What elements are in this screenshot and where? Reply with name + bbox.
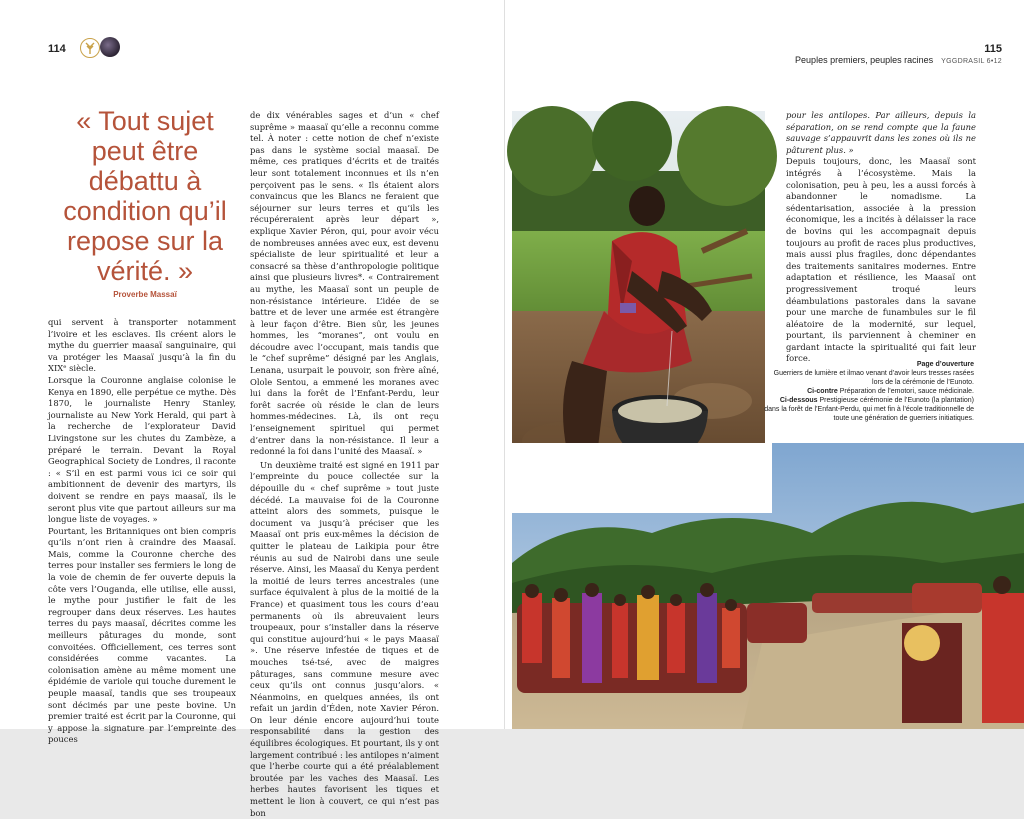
caption-heading: Page d’ouverture	[916, 361, 974, 368]
author-avatar	[100, 37, 120, 57]
page-number-left: 114	[48, 43, 66, 55]
left-page	[0, 0, 505, 818]
caption-heading: Ci-contre	[807, 388, 838, 395]
pull-quote: « Tout sujet peut être débattu à condition qu’il repose sur la vérité. »	[63, 106, 227, 286]
paragraph: pour les antilopes. Par ailleurs, depuis la séparation, on se rend compte que la faune sauvage s’appauvrit dans les zones où ils ne pâturent plus. »	[786, 110, 976, 155]
paragraph: Pourtant, les Britanniques ont bien compris qu’ils n’ont rien à craindre des Maasaï. Mais, comme la Couronne cherche des terres pour installer ses fermiers le long de la voie de chemin de fer ouverte depuis la côte vers l’Ouganda, elle utilise, elle aussi, le mythe pour justifier le fait de les regrouper dans deux réserves. Les hautes terres du pays maasaï, décrites comme les meilleurs pâturages du monde, sont convoitées. Officiellement, ces terres sont considérées comme vacantes. La colonisation amène au même moment une épidémie de variole qui touche durement le peuple maasaï, tandis que ses troupeaux sont décimés par une peste bovine. Un premier traité est écrit par la Couronne, qui y appose la signature par l’empreinte des pouces	[48, 525, 236, 745]
caption-heading: Ci-dessous	[779, 397, 818, 404]
paragraph: Lorsque la Couronne anglaise colonise le Kenya en 1890, elle perpétue ce mythe. Dès 1870, le journaliste Henry Stanley, journaliste au New York Herald, qui part à la recherche de l’explorateur David Livingstone sur les chutes du Zambèze, a préparé le terrain. Devant la Royal Geographical Society de Londres, il raconte : « S’il en est parmi vous ici ce soir qui ambitionnent de devenir des martyrs, ils doivent se rendre en pays maasaï, ils le seront plus vite que partout ailleurs sur ma longue liste de voyages. »	[48, 374, 236, 525]
text-column-1	[48, 317, 236, 746]
caption-text: Guerriers de lumière et ilmao venant d’avoir leurs tresses rasées lors de la cérémonie de l’Eunoto.	[773, 370, 974, 386]
running-title: Peuples premiers, peuples racines	[795, 55, 934, 65]
yggdrasil-tree-icon	[80, 38, 100, 58]
paragraph: de dix vénérables sages et d’un « chef suprême » maasaï qu’elle a reconnu comme tel. À noter : cette notion de chef n’existe pas dans le système social maasaï. De même, ces pratiques d’écrits et de traités leur sont totalement inconnues et ils n’en perçoivent pas le sens. « Ils étaient alors convaincus que les Blancs ne feraient que séjourner sur leurs terres et qu’ils les récupéreraient après leur départ », explique Xavier Péron, qui, pour avoir vécu de nombreuses années avec eux, est devenu spécialiste de leur spiritualité et leur a consacré sa thèse d’anthropologie politique ainsi que plusieurs livres*. « Contrairement au mythe, les Maasaï sont un peuple de non-résistance intérieure. L’idée de se battre et de lever une armée est étrangère à leur façon d’être. Bien sûr, les jeunes hommes, les “moranes”, ont voulu en découdre avec l’occupant, mais tandis que le “chef suprême” désigné par les Anglais, Lenana, usurpait le pouvoir, son frère aîné, Olole Sentou, a emmené les moranes avec lui dans la forêt de l’Enfant-Perdu, leur forêt sacrée où réside le clan de leurs hommes-médecines. Là, ils ont reçu l’enseignement spirituel qui permet d’entrer dans la non-résistance. Il leur a redonné la foi dans l’unité des Maasaï. »	[250, 110, 439, 457]
caption-text: Prestigieuse cérémonie de l’Eunoto (la plantation) dans la forêt de l’Enfant-Perdu, qui met fin à l’école traditionnelle de toute une génération de guerriers initiatiques.	[764, 397, 974, 422]
photo-emotori-preparation	[512, 111, 765, 493]
photo-eunoto-ceremony	[512, 443, 1024, 729]
page-number-right: 115	[984, 43, 1002, 55]
pull-quote-source: Proverbe Massaï	[113, 290, 177, 299]
text-column-2	[250, 110, 439, 819]
paragraph: Depuis toujours, donc, les Maasaï sont intégrés à l’écosystème. Mais la colonisation, peu à peu, les a aussi forcés à abandonner le nomadisme. La sédentarisation, associée à la pression économique, les a incités à délaisser la race de bovins qui les accompagnait depuis toujours au profit de races plus productives, mais aussi plus fragiles, donc dépendantes des traitements sanitaires modernes. Entre adaptation et résilience, les Maasaï ont progressivement troqué leurs déambulations pastorales dans la savane pour une marche de funambules sur le fil aléatoire de la modernité, sur lequel, pourtant, ils parviennent à cheminer en gardant intacte la spiritualité qui fait leur force.	[786, 156, 976, 364]
photo-captions	[764, 360, 974, 423]
text-column-3	[786, 110, 976, 365]
paragraph: qui servent à transporter notamment l’ivoire et les esclaves. Ils créent alors le mythe du guerrier maasaï sanguinaire, qui va protéger les Maasaï jusqu’à la fin du XIXᵉ siècle.	[48, 317, 236, 374]
running-header	[795, 55, 1002, 65]
paragraph: Un deuxième traité est signé en 1911 par l’empreinte du pouce collectée sur la dépouille du « chef suprême » tout juste décédé. La mauvaise foi de la Couronne atteint alors des sommets, puisque le document va jusqu’à préciser que les Maasaï ont pris eux-mêmes la décision de quitter le plateau de Laikipia pour être réunis au sud de Nairobi dans une seule réserve. Ainsi, les Maasaï du Kenya perdent la moitié de leurs terres ancestrales (une surface équivalent à plus de la moitié de la France) et quasiment tous les cours d’eau permanents où ils abreuvaient leurs troupeaux, pour s’installer dans la réserve qui constitue aujourd’hui « le pays Maasaï ». Une réserve infestée de tiques et de mouches tsé-tsé, avec de maigres pâturages, sans commune mesure avec ceux qu’ils ont connus jusqu’alors. « Néanmoins, en quelques années, ils ont refait un jardin d’Éden, note Xavier Péron. On leur dénie encore aujourd’hui toute responsabilité dans la gestion des équilibres écologiques. Et pourtant, ils y ont largement contribué : les antilopes n’aiment que l’herbe courte qui a été préalablement broutée par les vaches des Maasaï. Les herbes hautes favorisent les tiques et mettent le lion à couvert, ce qui n’est pas bon	[250, 459, 439, 818]
magazine-name: YGGDRASIL 6•12	[941, 58, 1002, 65]
caption-text: Préparation de l’emotori, sauce médicinale.	[839, 388, 974, 395]
